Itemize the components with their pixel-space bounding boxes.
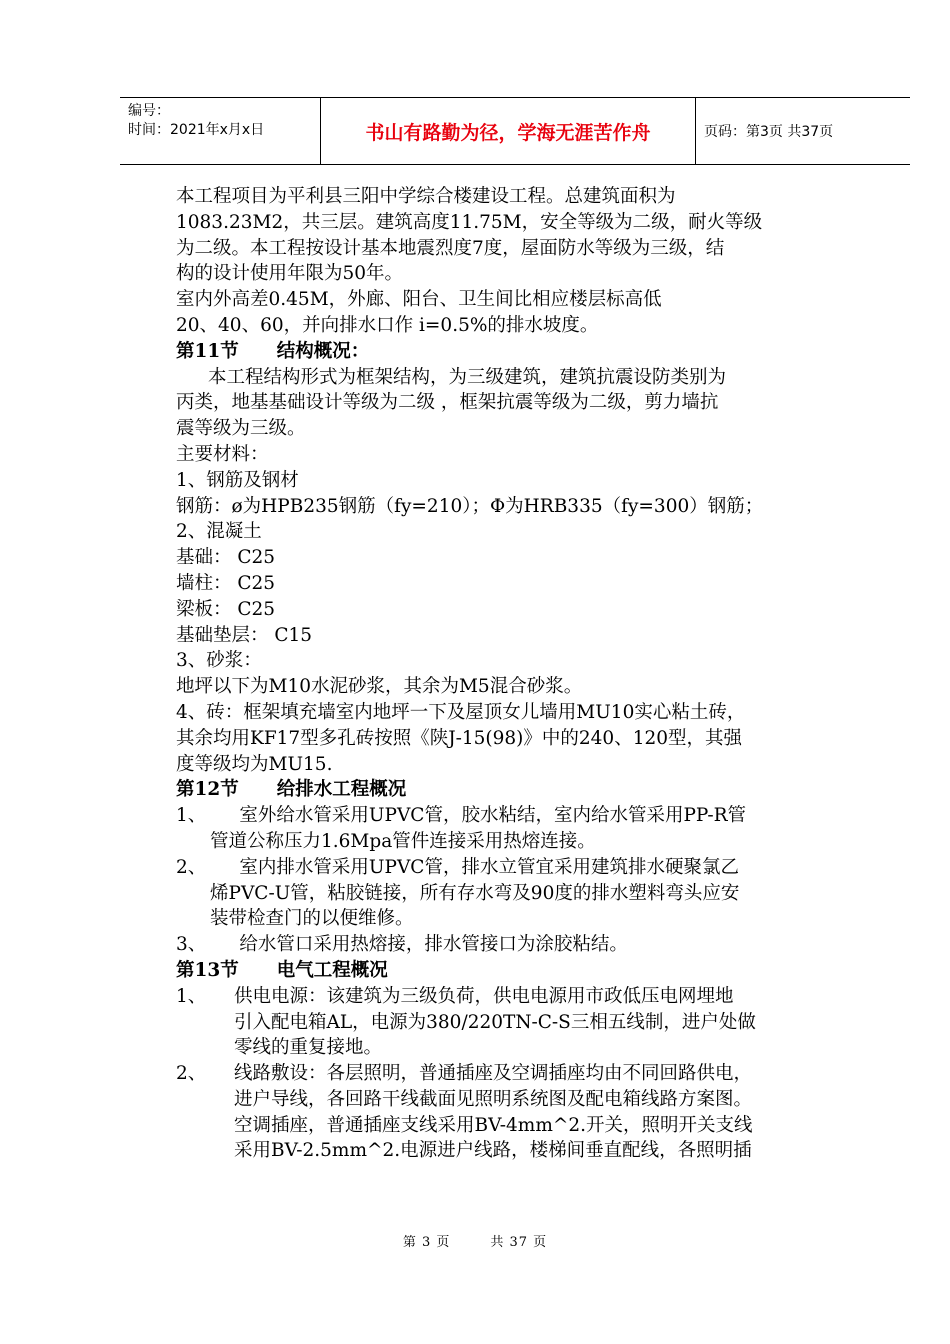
number-label: 编号： — [128, 103, 170, 119]
list-item-continuation: 采用BV-2.5mm^2.电源进户线路，楼梯间垂直配线，各照明插 — [234, 1140, 752, 1162]
footer-page-total: 共 37 页 — [490, 1235, 548, 1250]
material-line: 墙柱： C25 — [176, 572, 276, 594]
paragraph-line: 20、40、60，并向排水口作 i=0.5%的排水坡度。 — [176, 314, 599, 336]
list-item-continuation: 引入配电箱AL，电源为380/220TN-C-S三相五线制，进户处做 — [234, 1011, 756, 1033]
paragraph-line: 本工程项目为平利县三阳中学综合楼建设工程。总建筑面积为 — [176, 186, 676, 207]
list-item-continuation: 管道公称压力1.6Mpa管件连接采用热熔连接。 — [210, 830, 596, 852]
material-line: 钢筋：ø为HPB235钢筋（fy=210）；Φ为HRB335（fy=300）钢筋； — [176, 495, 764, 517]
material-line: 主要材料： — [176, 443, 269, 465]
section-title: 结构概况： — [276, 340, 370, 362]
section-number: 第13节 — [176, 959, 239, 981]
list-item-number: 1、 — [176, 985, 207, 1007]
list-item — [176, 803, 876, 829]
section-heading-11 — [176, 339, 876, 365]
list-item-continuation: 零线的重复接地。 — [234, 1037, 383, 1059]
paragraph-line: 室内外高差0.45M，外廊、阳台、卫生间比相应楼层标高低 — [176, 289, 662, 311]
list-item-text: 室内排水管采用UPVC管，排水立管宜采用建筑排水硬聚氯乙 — [210, 856, 739, 878]
list-item-text: 室外给水管采用UPVC管，胶水粘结，室内给水管采用PP-R管 — [210, 805, 747, 827]
material-line: 1、钢筋及钢材 — [176, 469, 299, 491]
paragraph-line: 1083.23M2，共三层。建筑高度11.75M，安全等级为二级，耐火等级 — [176, 211, 763, 233]
list-item — [176, 984, 876, 1010]
material-line: 其余均用KF17型多孔砖按照《陕J-15(98)》中的240、120型，其强 — [176, 727, 743, 749]
material-line: 地坪以下为M10水泥砂浆，其余为M5混合砂浆。 — [176, 676, 583, 698]
paragraph-line: 丙类，地基基础设计等级为二级 ，框架抗震等级为二级，剪力墙抗 — [176, 392, 719, 414]
material-line: 基础： C25 — [176, 547, 276, 569]
list-item-number: 3、 — [176, 934, 207, 956]
list-item-number: 2、 — [176, 856, 207, 878]
list-item-text: 线路敷设：各层照明，普通插座及空调插座均由不同回路供电， — [234, 1063, 753, 1085]
document-body — [176, 184, 876, 1164]
section-heading-13 — [176, 958, 876, 984]
list-item — [176, 855, 876, 881]
list-item — [176, 932, 876, 958]
footer-page-number: 第 3 页 — [402, 1235, 451, 1250]
header-page-info: 页码：第3页 共37页 — [704, 124, 834, 140]
material-line: 基础垫层： C15 — [176, 624, 313, 646]
list-item-continuation: 空调插座，普通插座支线采用BV-4mm^2.开关，照明开关支线 — [234, 1114, 753, 1136]
material-line: 4、砖：框架填充墙室内地坪一下及屋顶女儿墙用MU10实心粘土砖， — [176, 701, 746, 723]
material-line: 2、混凝土 — [176, 521, 262, 543]
section-number: 第11节 — [176, 340, 239, 362]
header-motto: 书山有路勤为径，学海无涯苦作舟 — [320, 98, 696, 164]
section-title: 电气工程概况 — [276, 959, 388, 981]
page-header — [120, 97, 910, 165]
material-line: 3、砂浆： — [176, 650, 262, 672]
list-item-continuation: 进户导线，各回路干线截面见照明系统图及配电箱线路方案图。 — [234, 1088, 753, 1110]
time-line: 时间：2021年x月x日 — [128, 122, 265, 138]
list-item-number: 1、 — [176, 805, 207, 827]
list-item-text: 给水管口采用热熔接，排水管接口为涂胶粘结。 — [210, 934, 628, 956]
header-meta — [128, 102, 318, 140]
paragraph-line: 震等级为三级。 — [176, 418, 306, 440]
section-title: 给排水工程概况 — [276, 779, 407, 801]
section-number: 第12节 — [176, 779, 239, 801]
paragraph-line: 本工程结构形式为框架结构，为三级建筑，建筑抗震设防类别为 — [208, 366, 727, 388]
material-line: 梁板： C25 — [176, 598, 276, 620]
list-item-number: 2、 — [176, 1063, 207, 1085]
paragraph-line: 构的设计使用年限为50年。 — [176, 263, 404, 285]
list-item — [176, 1061, 876, 1087]
list-item-text: 供电电源：该建筑为三级负荷，供电电源用市政低压电网埋地 — [234, 985, 734, 1007]
material-line: 度等级均为MU15. — [176, 753, 333, 775]
section-heading-12 — [176, 777, 876, 803]
page-footer — [0, 1231, 950, 1250]
list-item-continuation: 装带检查门的以便维修。 — [210, 908, 414, 930]
paragraph-line: 为二级。本工程按设计基本地震烈度7度，屋面防水等级为三级，结 — [176, 237, 725, 259]
list-item-continuation: 烯PVC-U管，粘胶链接，所有存水弯及90度的排水塑料弯头应安 — [210, 882, 740, 904]
